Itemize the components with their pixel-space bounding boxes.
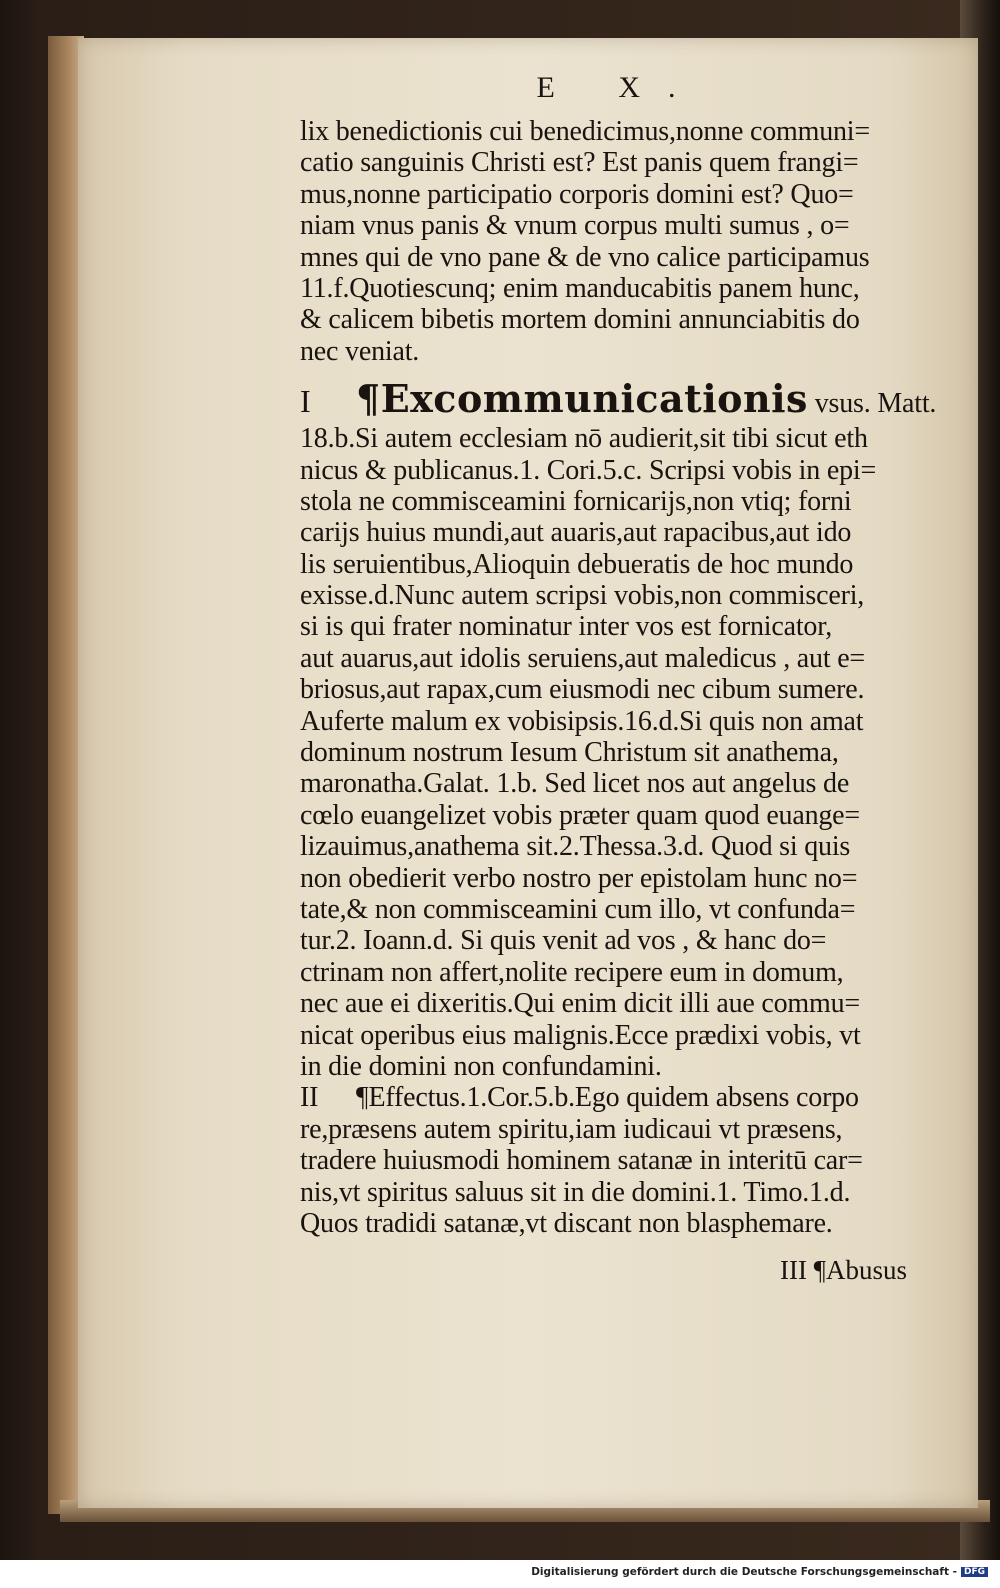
text-line: briosus,aut rapax,cum eiusmodi nec cibum sumere. (300, 674, 865, 706)
text-line: cœlo euangelizet vobis præter quam quod euange= (300, 799, 860, 831)
section-heading (220, 377, 960, 421)
text-line: maronatha.Galat. 1.b. Sed licet nos aut angelus de (300, 768, 850, 800)
text-line: nec aue ei dixeritis.Qui enim dicit illi aue commu= (300, 988, 860, 1020)
footer-credit (531, 1566, 988, 1578)
section-title: Excommunicationis (380, 376, 808, 422)
text-line: si is qui frater nominatur inter vos est fornicator, (300, 611, 833, 643)
text-line: tradere huiusmodi hominem satanæ in interitū car= (300, 1145, 863, 1177)
text-line: tate,& non commisceamini cum illo, vt confunda= (300, 893, 856, 925)
text-line: 18.b.Si autem ecclesiam nō audierit,sit tibi sicut eth (300, 423, 868, 455)
credit-text: Digitalisierung gefördert durch die Deutsche Forschungsgemeinschaft - (531, 1566, 957, 1578)
section-heading (300, 1082, 960, 1113)
text-line: nicus & publicanus.1. Cori.5.c. Scripsi vobis in epi= (300, 454, 877, 486)
text-line: non obedierit verbo nostro per epistolam hunc no= (300, 862, 858, 894)
pilcrow-icon: ¶ (356, 376, 381, 422)
text-line: stola ne commisceamini fornicarijs,non vtiq; forni (300, 485, 852, 517)
text-line: carijs huius mundi,aut auaris,aut rapacibus,aut ido (300, 517, 852, 549)
text-line: Quos tradidi satanæ,vt discant non blasphemare. (300, 1207, 833, 1239)
text-line: nec veniat. (300, 335, 420, 367)
page-text (220, 60, 960, 1239)
text-line: catio sanguinis Christi est? Est panis quem frangi= (300, 147, 859, 179)
text-line: aut auarus,aut idolis seruiens,aut maledicus , aut e= (300, 642, 866, 674)
text-line: dominum nostrum Iesum Christum sit anathema, (300, 737, 839, 769)
text-line: Auferte malum ex vobisipsis.16.d.Si quis non amat (300, 705, 864, 737)
text-line: nicat operibus eius malignis.Ecce prædixi vobis, vt (300, 1019, 861, 1051)
paragraph-continuation (220, 116, 960, 367)
catchword: III ¶Abusus (780, 1255, 907, 1285)
footer (0, 1560, 1000, 1588)
section-excommunication (220, 377, 960, 1082)
dfg-logo-icon: DFG (961, 1567, 988, 1577)
section-effect (220, 1082, 960, 1239)
text-line: tur.2. Ioann.d. Si quis venit ad vos , & hanc do= (300, 925, 827, 957)
text-line: lix benedictionis cui benedicimus,nonne communi= (300, 116, 870, 147)
text-line: 11.f.Quotiescunq; enim manducabitis panem hunc, (300, 272, 860, 304)
section-marker: I (300, 383, 311, 420)
section-title-rest: vsus. Matt. (807, 388, 937, 420)
text-line: lis seruientibus,Alioquin debueratis de hoc mundo (300, 548, 854, 580)
text-line: lizauimus,anathema sit.2.Thessa.3.d. Quod si quis (300, 831, 851, 863)
section-marker: II (300, 1082, 319, 1114)
text-line: mnes qui de vno pane & de vno calice participamus (300, 241, 870, 273)
running-head: E X. (536, 71, 704, 104)
text-line: ctrinam non affert,nolite recipere eum in domum, (300, 956, 844, 988)
section-first-line: ¶Effectus.1.Cor.5.b.Ego quidem absens corpo (356, 1082, 859, 1114)
text-line: exisse.d.Nunc autem scripsi vobis,non commisceri, (300, 580, 865, 612)
text-line: mus,nonne participatio corporis domini est? Quo= (300, 178, 854, 210)
text-line: in die domini non confundamini. (300, 1050, 662, 1082)
text-line: re,præsens autem spiritu,iam iudicaui vt præsens, (300, 1113, 843, 1145)
text-line: & calicem bibetis mortem domini annunciabitis do (300, 304, 860, 336)
text-line: niam vnus panis & vnum corpus multi sumus , o= (300, 210, 850, 242)
text-line: nis,vt spiritus saluus sit in die domini.1. Timo.1.d. (300, 1176, 851, 1208)
